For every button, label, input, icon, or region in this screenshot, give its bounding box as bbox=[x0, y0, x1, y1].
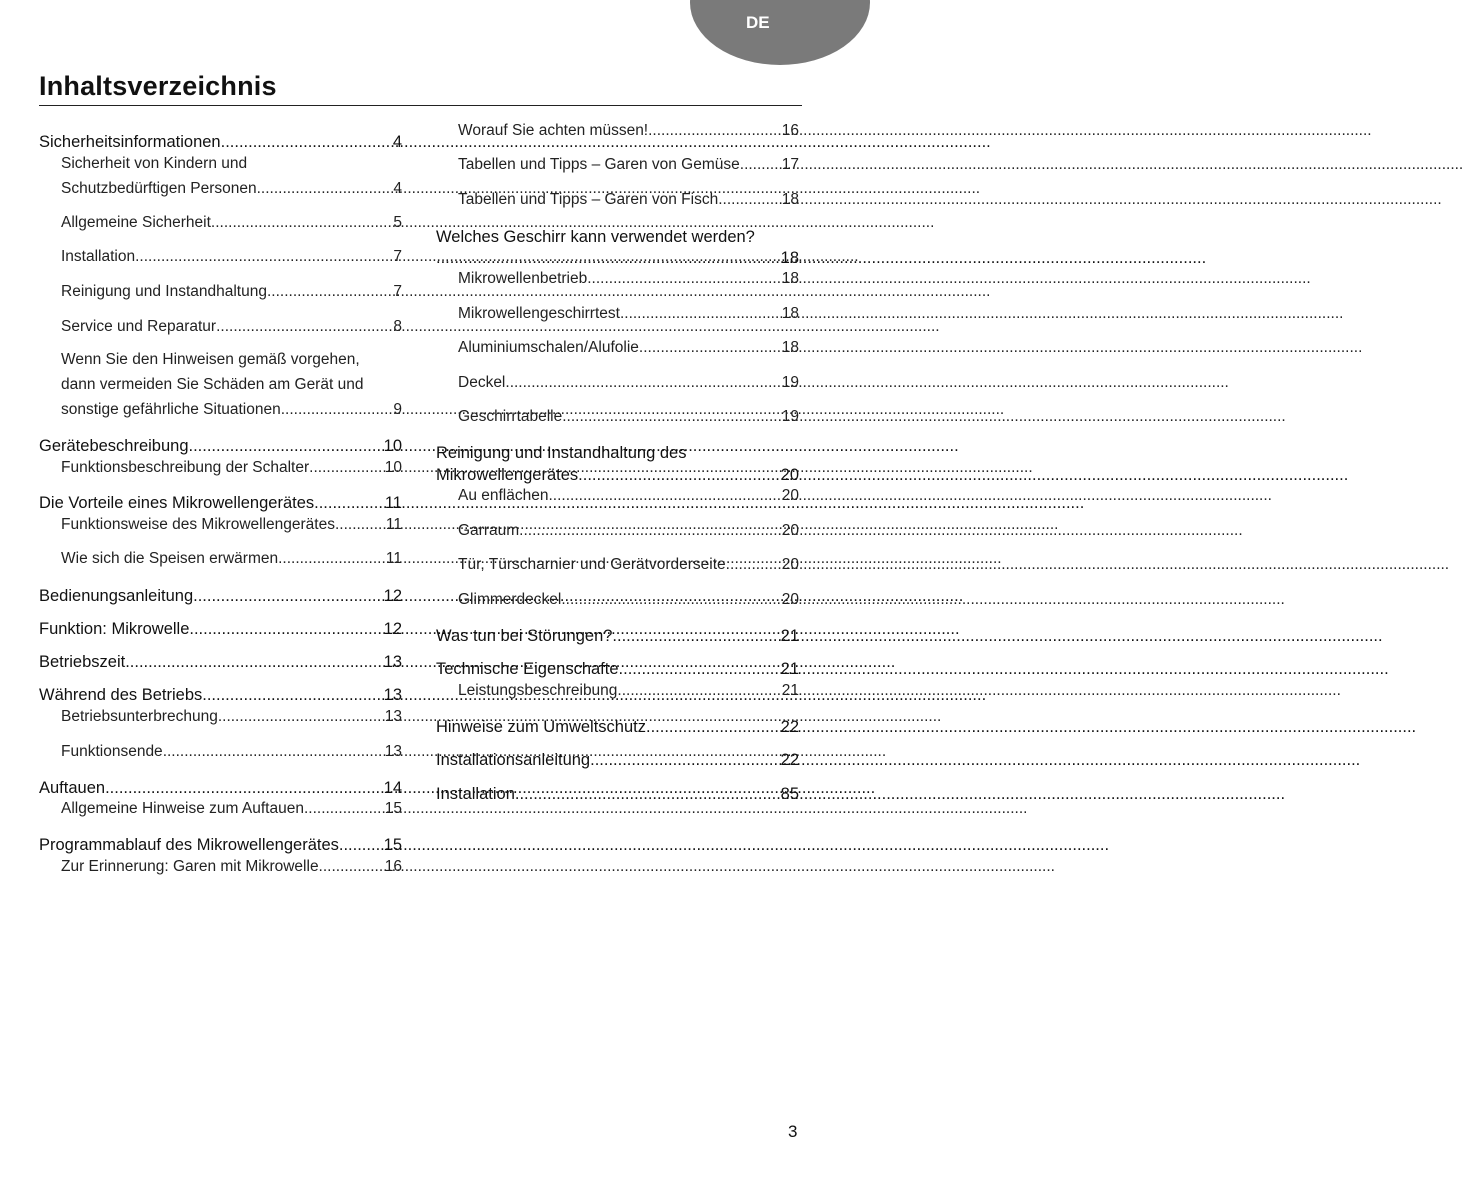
toc-entry[interactable]: Mikrowellenbetrieb ..... 18 bbox=[458, 268, 799, 290]
toc-entry-line: dann vermeiden Sie Schäden am Gerät und bbox=[61, 376, 364, 393]
toc-entry[interactable]: Service und Reparatur ..... 8 bbox=[61, 316, 402, 338]
language-tab bbox=[690, 0, 870, 65]
toc-entry[interactable]: Glimmerdeckel ..... 20 bbox=[458, 589, 799, 611]
toc-entry[interactable]: Tabellen und Tipps – Garen von Gemüse ..... 17 bbox=[458, 154, 799, 176]
toc-entry[interactable]: Technische Eigenschafte ..... 21 bbox=[436, 658, 799, 680]
toc-entry[interactable]: Installation ..... 7 bbox=[61, 246, 402, 268]
toc-entry-line: Welches Geschirr kann verwendet werden? bbox=[436, 228, 755, 246]
page-number: 3 bbox=[788, 1122, 798, 1141]
toc-entry[interactable]: Reinigung und Instandhaltung ..... 7 bbox=[61, 281, 402, 303]
toc-entry[interactable]: Betriebszeit ..... 13 bbox=[39, 651, 402, 673]
toc-entry[interactable]: Tabellen und Tipps – Garen von Fisch ..... 18 bbox=[458, 189, 799, 211]
toc-entry[interactable]: Worauf Sie achten müssen! ..... 16 bbox=[458, 120, 799, 142]
toc-entry[interactable]: Schutzbedürftigen Personen ..... 4 bbox=[61, 178, 402, 200]
toc-entry[interactable]: Leistungsbeschreibung ..... 21 bbox=[458, 680, 799, 702]
toc-entry[interactable]: Installationsanleitung ..... 22 bbox=[436, 749, 799, 771]
toc-entry[interactable]: Allgemeine Sicherheit ..... 5 bbox=[61, 212, 402, 234]
toc-entry[interactable]: Gerätebeschreibung ..... 10 bbox=[39, 435, 402, 457]
toc-entry[interactable]: Wie sich die Speisen erwärmen ..... 11 bbox=[61, 548, 402, 570]
toc-entry[interactable]: Geschirrtabelle ..... 19 bbox=[458, 406, 799, 428]
toc-entry[interactable]: Tür, Türscharnier und Gerätvorderseite ..... 20 bbox=[458, 554, 799, 576]
toc-entry[interactable]: ..... 18 bbox=[436, 247, 799, 269]
toc-entry[interactable]: Au enflächen ..... 20 bbox=[458, 485, 799, 507]
toc-entry[interactable]: Zur Erinnerung: Garen mit Mikrowelle... ..... 16 bbox=[61, 856, 402, 878]
toc-entry[interactable]: Betriebsunterbrechung ..... 13 bbox=[61, 706, 402, 728]
toc-entry[interactable]: Allgemeine Hinweise zum Auftauen ..... 15 bbox=[61, 798, 402, 820]
toc-entry[interactable]: sonstige gefährliche Situationen ..... 9 bbox=[61, 399, 402, 421]
toc-entry-line: Sicherheit von Kindern und bbox=[61, 155, 248, 172]
toc-entry[interactable]: Sicherheitsinformationen ..... 4 bbox=[39, 131, 402, 153]
toc-entry-line: Wenn Sie den Hinweisen gemäß vorgehen, bbox=[61, 351, 360, 368]
toc-entry[interactable]: Funktionsbeschreibung der Schalter ..... 10 bbox=[61, 457, 402, 479]
toc-entry[interactable]: Programmablauf des Mikrowellengerätes ..... 15 bbox=[39, 834, 402, 856]
toc-entry[interactable]: Funktionsweise des Mikrowellengerätes ..... 11 bbox=[61, 514, 402, 536]
toc-entry[interactable]: Was tun bei Störungen? ..... 21 bbox=[436, 625, 799, 647]
toc-entry[interactable]: Hinweise zum Umweltschutz ..... 22 bbox=[436, 716, 799, 738]
toc-entry[interactable]: Mikrowellengeschirrtest ..... 18 bbox=[458, 303, 799, 325]
toc-entry[interactable]: Funktion: Mikrowelle ..... 12 bbox=[39, 618, 402, 640]
title-divider bbox=[39, 105, 802, 106]
toc-entry[interactable]: Während des Betriebs... ..... 13 bbox=[39, 684, 402, 706]
toc-entry[interactable]: Deckel ..... 19 bbox=[458, 372, 799, 394]
toc-entry[interactable]: Garraum ..... 20 bbox=[458, 520, 799, 542]
toc-entry[interactable]: Die Vorteile eines Mikrowellengerätes ..... 11 bbox=[39, 492, 402, 514]
toc-entry-line: Reinigung und Instandhaltung des bbox=[436, 444, 687, 462]
page-title: Inhaltsverzeichnis bbox=[39, 71, 277, 101]
toc-entry[interactable]: Auftauen ..... 14 bbox=[39, 777, 402, 799]
toc-entry[interactable]: Funktionsende ..... 13 bbox=[61, 741, 402, 763]
toc-entry[interactable]: Mikrowellengerätes ..... 20 bbox=[436, 464, 799, 486]
toc-entry[interactable]: Aluminiumschalen/Alufolie ..... 18 bbox=[458, 337, 799, 359]
language-label: DE bbox=[746, 13, 770, 32]
toc-entry[interactable]: Bedienungsanleitung ..... 12 bbox=[39, 585, 402, 607]
toc-entry[interactable]: Installation ..... 85 bbox=[436, 783, 799, 805]
